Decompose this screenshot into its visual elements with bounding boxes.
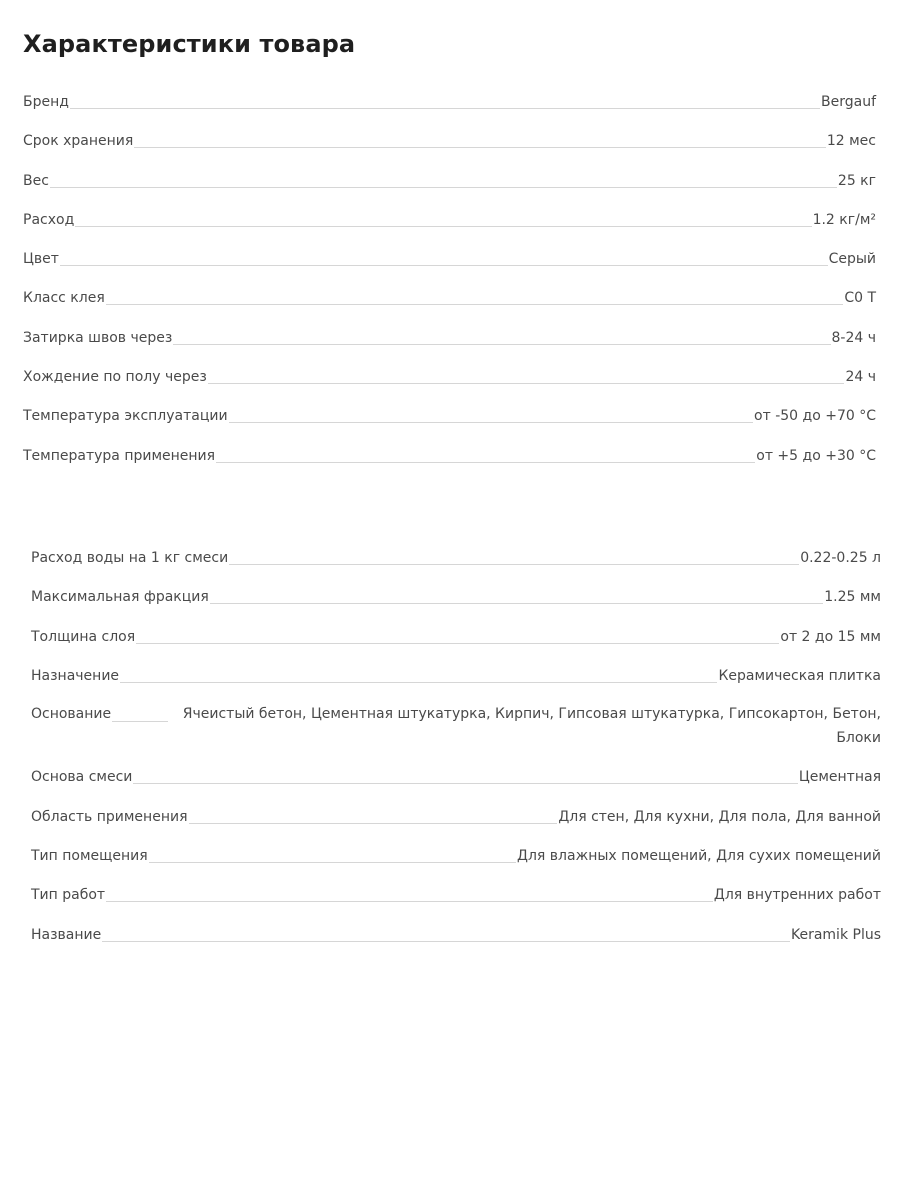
- spec-row-work-type: [31, 882, 881, 907]
- spec-value: от +5 до +30 °C: [756, 447, 876, 464]
- spec-label: Область применения: [31, 808, 188, 825]
- spec-value: Серый: [828, 251, 876, 268]
- spec-value: 24 ч: [845, 369, 876, 386]
- leader-line: [208, 364, 845, 384]
- secondary-specs-list: [31, 545, 881, 961]
- leader-line: [106, 882, 713, 902]
- spec-row-layer-thickness: [31, 624, 881, 649]
- leader-line: [50, 168, 837, 188]
- spec-value: Цементная: [798, 769, 881, 786]
- spec-label: Срок хранения: [23, 133, 134, 150]
- spec-row-brand: [23, 89, 876, 114]
- spec-row-weight: [23, 168, 876, 193]
- spec-value: 25 кг: [837, 172, 876, 189]
- leader-line: [102, 922, 790, 942]
- spec-label: Название: [31, 926, 102, 943]
- spec-row-room-type: [31, 843, 881, 868]
- spec-row-consumption: [23, 207, 876, 232]
- leader-line: [216, 443, 755, 463]
- spec-label: Максимальная фракция: [31, 589, 209, 606]
- spec-value: 12 мес: [826, 133, 876, 150]
- spec-row-operating-temperature: [23, 403, 876, 428]
- leader-line: [173, 325, 830, 345]
- spec-row-walk-time: [23, 364, 876, 389]
- spec-row-base-surface: [31, 702, 881, 750]
- spec-value: 0.22-0.25 л: [800, 550, 881, 566]
- leader-line: [189, 804, 558, 824]
- spec-label: Бренд: [23, 94, 69, 110]
- spec-row-adhesive-class: [23, 285, 876, 310]
- spec-label: Толщина слоя: [31, 628, 136, 645]
- spec-value: Керамическая плитка: [718, 667, 881, 684]
- leader-line: [210, 584, 823, 604]
- spec-row-grouting-time: [23, 325, 876, 350]
- leader-line: [75, 207, 811, 227]
- spec-value: от 2 до 15 мм: [780, 628, 881, 645]
- spec-row-purpose: [31, 663, 881, 688]
- spec-value: C0 T: [844, 290, 876, 307]
- leader-line: [120, 663, 717, 683]
- spec-value: от -50 до +70 °C: [754, 408, 876, 425]
- spec-label: Основание: [31, 706, 112, 723]
- spec-row-shelf-life: [23, 128, 876, 153]
- spec-row-application-area: [31, 804, 881, 829]
- leader-line: [112, 702, 168, 722]
- spec-value: 8-24 ч: [831, 329, 876, 346]
- leader-line: [133, 764, 797, 784]
- spec-label: Класс клея: [23, 290, 105, 307]
- spec-value: 1.2 кг/м²: [812, 211, 876, 228]
- spec-value: Bergauf: [821, 94, 876, 110]
- spec-label: Температура применения: [23, 447, 216, 464]
- leader-line: [60, 246, 828, 266]
- spec-value: Для стен, Для кухни, Для пола, Для ванной: [558, 808, 881, 825]
- spec-row-product-name: [31, 922, 881, 947]
- spec-row-application-temperature: [23, 443, 876, 468]
- primary-specs-list: [23, 89, 876, 482]
- spec-label: Расход воды на 1 кг смеси: [31, 550, 229, 566]
- page-title: Характеристики товара: [23, 30, 356, 58]
- spec-value: Ячеистый бетон, Цементная штукатурка, Кирпич, Гипсовая штукатурка, Гипсокартон, Бетон, Блоки: [182, 706, 881, 747]
- spec-value: Для влажных помещений, Для сухих помещений: [517, 848, 881, 865]
- spec-row-color: [23, 246, 876, 271]
- spec-value: 1.25 мм: [824, 589, 881, 606]
- leader-line: [149, 843, 516, 863]
- leader-line: [134, 128, 826, 148]
- spec-label: Тип помещения: [31, 848, 148, 865]
- spec-row-max-fraction: [31, 584, 881, 609]
- leader-line: [229, 403, 753, 423]
- spec-label: Расход: [23, 211, 75, 228]
- leader-line: [70, 89, 820, 109]
- leader-line: [106, 285, 844, 305]
- spec-row-water-ratio: [31, 545, 881, 570]
- spec-value: Для внутренних работ: [713, 887, 881, 904]
- spec-label: Температура эксплуатации: [23, 408, 228, 425]
- leader-line: [136, 624, 779, 644]
- spec-label: Цвет: [23, 251, 59, 268]
- spec-label: Тип работ: [31, 887, 106, 904]
- spec-label: Назначение: [31, 667, 120, 684]
- spec-value: Keramik Plus: [790, 926, 881, 943]
- spec-label: Затирка швов через: [23, 329, 173, 346]
- spec-label: Основа смеси: [31, 769, 133, 786]
- spec-row-mix-base: [31, 764, 881, 789]
- spec-label: Вес: [23, 172, 49, 189]
- spec-label: Хождение по полу через: [23, 369, 207, 386]
- leader-line: [229, 545, 799, 565]
